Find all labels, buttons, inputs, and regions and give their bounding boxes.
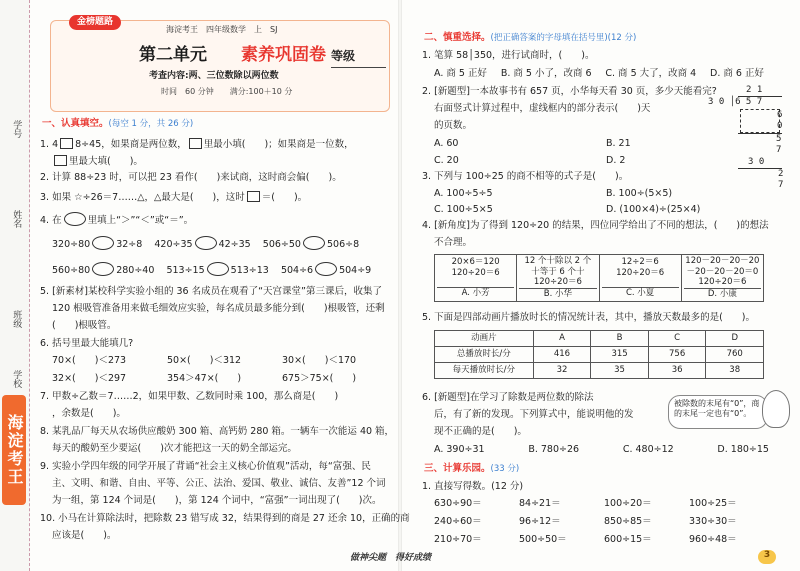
table-cell: 36 <box>648 363 706 379</box>
name-label: 姓名 <box>11 210 22 228</box>
question-9-line-3: 为一组，第 124 个词是( )，第 124 个词中，“富强”一词出现了( )次。 <box>52 495 382 506</box>
footer-motto: 做神尖题 得好成绩 <box>350 553 432 563</box>
q3-part-a: 3. 如果 ☆÷26＝7……△，△最大是( )，这时 <box>40 192 245 203</box>
s2-question-6-line-3: 现不正确的是( )。 <box>434 426 527 437</box>
s2-q3-opt-b[interactable]: B. 100÷(5×5) <box>606 188 673 199</box>
s2-q6-options <box>434 444 769 456</box>
blank-box[interactable] <box>189 138 202 149</box>
calc-item[interactable]: 630÷90＝ <box>434 498 482 509</box>
unit-subtitle: 素养巩固卷 <box>241 45 326 65</box>
idea-d[interactable]: 120－20－20－20 －20－20－20＝0 120÷20＝6 D. 小康 <box>681 255 763 302</box>
s2-q2-opt-a[interactable]: A. 60 <box>434 138 459 149</box>
s2-q2-opt-b[interactable]: B. 21 <box>606 138 631 149</box>
compare-expr: 504÷6 <box>280 265 314 276</box>
student-cartoon-icon <box>762 390 790 428</box>
option-a[interactable]: A. 390÷31 <box>434 444 485 455</box>
q6-item: 675＞75×( ) <box>282 373 357 384</box>
compare-expr: 420÷35 <box>154 239 193 250</box>
class-label: 班级 <box>11 310 22 328</box>
table-cell: 416 <box>533 347 591 363</box>
student-number-label: 学号 <box>11 120 22 138</box>
q4-part-b: 里填上“＞”“＜”或“＝”。 <box>87 215 194 226</box>
compare-expr: 32÷8 <box>116 239 143 250</box>
s2-q2-opt-d[interactable]: D. 2 <box>606 155 626 166</box>
school-label: 学校 <box>11 370 22 388</box>
compare-row-1 <box>52 236 359 251</box>
s2-question-4: 4. [新角度]为了得到 120÷20 的结果，四位同学给出了不同的想法，( )的想法 <box>422 220 769 231</box>
option-d[interactable]: D. 180÷15 <box>717 444 769 455</box>
compare-expr: 280÷40 <box>116 265 155 276</box>
blank-box[interactable] <box>60 138 73 149</box>
calc-item[interactable]: 850÷85＝ <box>604 516 652 527</box>
option-c[interactable]: C. 480÷12 <box>622 444 674 455</box>
compare-circle[interactable] <box>195 236 217 250</box>
compare-circle[interactable] <box>92 262 114 276</box>
s3-subheading: 1. 直接写得数。(12 分) <box>422 481 524 492</box>
s2-q1-options <box>434 68 764 80</box>
calc-item[interactable]: 96÷12＝ <box>519 516 561 527</box>
s2-question-3: 3. 下列与 100÷25 的商不相等的式子是( )。 <box>422 171 629 182</box>
dashed-box: 6 0 <box>740 109 780 134</box>
compare-circle[interactable] <box>303 236 325 250</box>
q6-row-1 <box>52 355 356 367</box>
calc-step: 5 7 <box>738 133 782 157</box>
s2-question-2-line-2: 右面竖式计算过程中，虚线框内的部分表示( )天 <box>434 103 651 114</box>
q6-item: 354＞47×( ) <box>167 373 242 384</box>
table-cell: 每天播放时长/分 <box>435 363 534 379</box>
calc-item[interactable]: 210÷70＝ <box>434 534 482 545</box>
compare-expr: 506÷50 <box>262 239 301 250</box>
table-cell: 35 <box>591 363 649 379</box>
quotient: 2 1 <box>746 85 763 95</box>
calc-item[interactable]: 100÷25＝ <box>689 498 737 509</box>
table-cell: A <box>533 331 591 347</box>
q6-row-2 <box>52 373 356 385</box>
compare-circle[interactable] <box>64 212 86 226</box>
idea-c[interactable]: 12÷2＝6 120÷20＝6 C. 小夏 <box>599 255 681 302</box>
compare-expr: 504÷9 <box>339 265 372 276</box>
calc-item[interactable]: 330÷30＝ <box>689 516 737 527</box>
section-1-heading <box>42 118 193 130</box>
compare-expr: 513÷15 <box>166 265 205 276</box>
question-10-line-2: 应该是( )。 <box>52 530 117 541</box>
s2-question-6-line-2: 后，有了新的发现。下列算式中，能说明他的发 <box>434 409 634 420</box>
table-cell: 315 <box>591 347 649 363</box>
s2-question-2-line-3: 的页数。 <box>434 120 473 131</box>
section-2-heading <box>424 32 636 44</box>
calc-item[interactable]: 600÷15＝ <box>604 534 652 545</box>
table-cell: 总播放时长/分 <box>435 347 534 363</box>
question-5: 5. [新素材]某校科学实验小组的 36 名成员在观看了“天宫课堂”第三课后，收集了 <box>40 286 382 297</box>
question-8-line-2: 每天的酸奶至少要运( )次才能把这一天的奶全部运完。 <box>52 443 297 454</box>
calc-item[interactable]: 84÷21＝ <box>519 498 561 509</box>
question-6: 6. 括号里最大能填几? <box>40 338 134 349</box>
calc-item[interactable]: 500÷50＝ <box>519 534 567 545</box>
calc-row-2 <box>434 516 774 528</box>
cartoon-table <box>434 330 764 379</box>
page-number: 3 <box>758 550 776 564</box>
calc-step: 3 0 <box>748 156 765 167</box>
table-row <box>435 363 764 379</box>
table-cell: 756 <box>648 347 706 363</box>
calc-item[interactable]: 240÷60＝ <box>434 516 482 527</box>
option-c[interactable]: C. 商 5 大了，改商 4 <box>605 68 697 79</box>
question-5-line-3: ( )根吸管。 <box>52 320 117 331</box>
s2-question-6: 6. [新题型]在学习了除数是两位数的除法 <box>422 392 594 403</box>
idea-b[interactable]: 12 个十除以 2 个 十等于 6 个十 120÷20＝6 B. 小华 <box>517 255 599 302</box>
s2-q3-opt-a[interactable]: A. 100÷5÷5 <box>434 188 493 199</box>
compare-expr: 513÷13 <box>230 265 269 276</box>
page-gutter <box>398 0 402 571</box>
remainder: 2 7 <box>738 168 782 192</box>
question-1 <box>40 138 354 151</box>
long-division <box>708 85 788 191</box>
q4-part-a: 4. 在 <box>40 215 62 226</box>
s2-q3-opt-c[interactable]: C. 100÷5×5 <box>434 204 493 215</box>
question-4 <box>40 212 193 227</box>
table-cell: 38 <box>706 363 764 379</box>
q6-item: 70×( )＜273 <box>52 355 127 366</box>
table-cell: 760 <box>706 347 764 363</box>
q1-part-b: 8÷45，如果商是两位数， <box>75 139 187 150</box>
ideas-table <box>434 254 764 302</box>
calc-row-1 <box>434 498 774 510</box>
exam-scope: 考查内容:两、三位数除以两位数 <box>149 71 279 81</box>
speech-bubble: 被除数的末尾有“0”，商的末尾一定也有“0”。 <box>668 395 768 429</box>
q1-part-c: 里最小填( )；如果商是一位数， <box>203 139 354 150</box>
question-7-line-2: ，余数是( )。 <box>52 408 126 419</box>
compare-circle[interactable] <box>92 236 114 250</box>
grade-label: 等级 <box>331 49 356 63</box>
series-line: 海淀考王 四年级数学 上 SJ <box>166 25 278 34</box>
blank-box[interactable] <box>247 191 260 202</box>
section-1-title: 一、认真填空。 <box>42 118 109 129</box>
compare-circle[interactable] <box>315 262 337 276</box>
compare-expr: 506÷8 <box>326 239 360 250</box>
table-cell: 32 <box>533 363 591 379</box>
compare-row-2 <box>52 262 371 277</box>
calc-item[interactable]: 960÷48＝ <box>689 534 737 545</box>
section-3-title: 三、计算乐园。 <box>424 463 491 474</box>
calc-row-3 <box>434 534 774 546</box>
section-3-note: (33 分) <box>490 464 520 474</box>
idea-a[interactable]: 20×6＝120 120÷20＝6 A. 小芳 <box>435 255 517 302</box>
question-9-line-2: 主、文明、和谐、自由、平等、公正、法治、爱国、敬业、诚信、友善”12 个词 <box>52 478 386 489</box>
question-8: 8. 某乳品厂每天从农场供应酸奶 300 箱、高钙奶 280 箱。一辆车一次能运 40 箱， <box>40 426 395 437</box>
section-1-note: (每空 1 分，共 26 分) <box>108 119 194 129</box>
q1-part-a: 1. 4 <box>40 139 59 150</box>
s2-question-5: 5. 下面是四部动画片播放时长的情况统计表，其中，播放天数最多的是( )。 <box>422 312 755 323</box>
series-badge: 金榜题路 <box>69 15 121 30</box>
table-cell: C <box>648 331 706 347</box>
q6-item: 50×( )＜312 <box>167 355 242 366</box>
s2-question-1: 1. 笔算 58│350，进行试商时，( )。 <box>422 50 595 61</box>
option-a[interactable]: A. 商 5 正好 <box>434 68 487 79</box>
title-banner <box>50 17 390 112</box>
table-cell: 动画片 <box>435 331 534 347</box>
compare-circle[interactable] <box>207 262 229 276</box>
q3-part-b: ＝( )。 <box>261 192 308 203</box>
option-b[interactable]: B. 780÷26 <box>528 444 580 455</box>
section-2-title: 二、慎重选择。 <box>424 32 491 43</box>
s2-question-2: 2. [新题型]一本故事书有 657 页，小华每天看 30 页，多少天能看完? <box>422 86 717 97</box>
question-10: 10. 小马在计算除法时，把除数 23 错写成 32，结果得到的商是 27 还余 10，正确的商 <box>40 513 410 524</box>
s2-question-4-line-2: 不合理。 <box>434 237 473 248</box>
q6-item: 32×( )＜297 <box>52 373 127 384</box>
compare-expr: 42÷35 <box>218 239 251 250</box>
table-cell: D <box>706 331 764 347</box>
question-9: 9. 实验小学四年级的同学开展了背诵“社会主义核心价值观”活动，每“富强、民 <box>40 461 371 472</box>
s2-q2-opt-c[interactable]: C. 20 <box>434 155 459 166</box>
option-b[interactable]: B. 商 5 小了，改商 6 <box>500 68 592 79</box>
table-row <box>435 347 764 363</box>
section-2-note: (把正确答案的字母填在括号里)(12 分) <box>490 33 637 43</box>
compare-expr: 560÷80 <box>52 265 91 276</box>
section-3-heading <box>424 463 519 475</box>
exam-meta: 时间 60 分钟 满分:100＋10 分 <box>161 87 293 96</box>
question-5-line-2: 120 根吸管准备用来做毛细效应实验，每名成员最多能分到( )根吸管，还剩 <box>52 303 385 314</box>
grade-line <box>331 67 386 68</box>
option-d[interactable]: D. 商 6 正好 <box>710 68 764 79</box>
q1-part-d: 里最大填( )。 <box>69 156 143 167</box>
unit-title: 第二单元 <box>139 45 207 65</box>
dividend-line: 3 0 │6 5 7 <box>708 97 763 108</box>
q6-item: 30×( )＜170 <box>282 355 357 366</box>
s2-q3-opt-d[interactable]: D. (100×4)÷(25×4) <box>606 204 701 215</box>
question-2: 2. 计算 88÷23 时，可以把 23 看作( )来试商，这时商会偏( )。 <box>40 172 342 183</box>
table-cell: B <box>591 331 649 347</box>
blank-box[interactable] <box>54 155 67 166</box>
table-header-row <box>435 331 764 347</box>
question-1-cont <box>52 155 143 168</box>
question-7: 7. 甲数÷乙数＝7……2，如果甲数、乙数同时乘 100，那么商是( ) <box>40 391 339 402</box>
compare-expr: 320÷80 <box>52 239 91 250</box>
brand-logo: 海淀考王 <box>2 395 26 505</box>
calc-item[interactable]: 100÷20＝ <box>604 498 652 509</box>
question-3 <box>40 191 307 204</box>
